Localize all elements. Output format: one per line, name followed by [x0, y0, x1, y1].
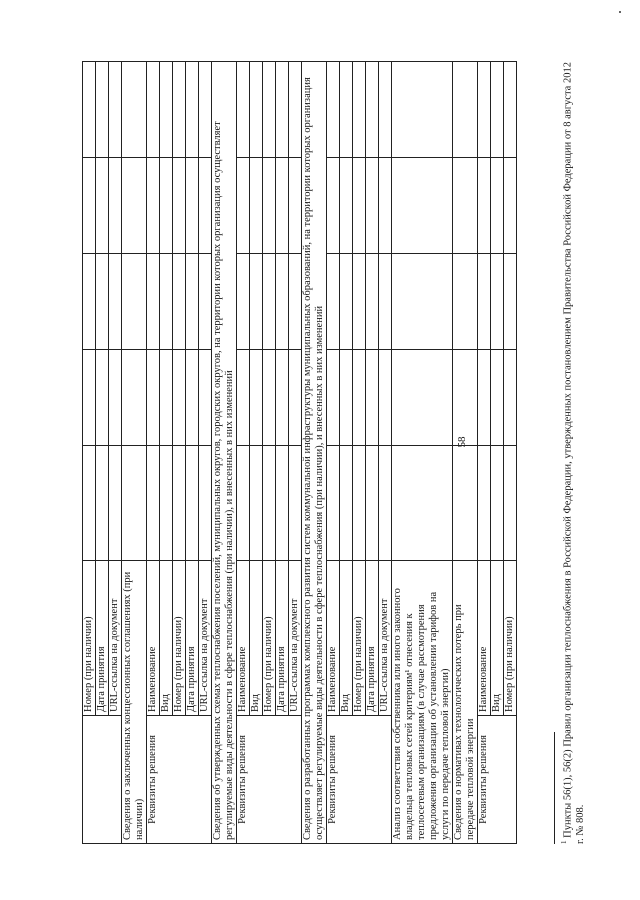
table-cell	[250, 446, 263, 561]
table-cell	[96, 350, 109, 446]
table-cell	[237, 254, 250, 350]
table-cell	[276, 254, 289, 350]
section-heading: Сведения о нормативах технологических потерь при передаче тепловой энергии	[453, 561, 478, 844]
page-number: 58	[456, 436, 468, 448]
table-cell	[392, 254, 453, 350]
table-cell	[340, 158, 353, 254]
table-cell: Вид	[250, 561, 263, 716]
table-cell	[160, 62, 173, 158]
table-cell	[186, 254, 199, 350]
table-cell	[453, 62, 478, 158]
table-cell	[122, 158, 147, 254]
scan-speck	[619, 11, 621, 13]
footnote-separator	[554, 732, 555, 844]
section-heading: Сведения об утвержденных схемах теплоснабжения поселений, муниципальных округов, городских округов, на территории которых организация осуществляет регулируемые виды деятельности в сфере теплоснабжения (при наличии), и внесенных в них изменений	[212, 62, 237, 844]
table-cell	[263, 446, 276, 561]
table-cell: Реквизиты решения	[327, 716, 392, 844]
table-cell: URL-ссылка на документ	[199, 561, 212, 716]
table-cell	[366, 254, 379, 350]
data-table	[82, 61, 517, 844]
table-cell	[96, 254, 109, 350]
table-cell	[263, 254, 276, 350]
table-cell	[353, 254, 366, 350]
table-cell: Дата принятия	[276, 561, 289, 716]
table-row	[147, 62, 160, 844]
table-cell: Номер (при наличии)	[263, 561, 276, 716]
table-cell	[478, 350, 491, 446]
table-cell	[199, 158, 212, 254]
table-cell	[147, 446, 160, 561]
table-cell	[147, 254, 160, 350]
table-cell	[147, 350, 160, 446]
table-cell	[504, 446, 517, 561]
table-cell	[453, 158, 478, 254]
table-cell	[276, 350, 289, 446]
table-cell: Наименование	[147, 561, 160, 716]
table-cell	[392, 350, 453, 446]
table-row	[302, 62, 327, 844]
table-cell: Реквизиты решения	[478, 716, 517, 844]
table-row	[237, 62, 250, 844]
table-cell	[289, 62, 302, 158]
table-cell: Дата принятия	[96, 561, 109, 716]
table-cell	[160, 254, 173, 350]
table-cell	[199, 446, 212, 561]
table-cell	[504, 158, 517, 254]
table-cell: Наименование	[327, 561, 340, 716]
table-cell	[83, 254, 96, 350]
table-cell	[109, 254, 122, 350]
table-row	[392, 62, 453, 844]
table-cell	[250, 254, 263, 350]
table-cell	[289, 350, 302, 446]
table-cell	[96, 158, 109, 254]
table-cell	[340, 446, 353, 561]
table-cell	[453, 254, 478, 350]
table-cell	[263, 158, 276, 254]
table-cell	[186, 446, 199, 561]
table-cell	[491, 158, 504, 254]
table-cell: Вид	[491, 561, 504, 716]
table-cell	[327, 62, 340, 158]
table-cell	[186, 350, 199, 446]
table-cell: Вид	[160, 561, 173, 716]
table-cell	[122, 350, 147, 446]
table-cell	[199, 62, 212, 158]
table-row	[212, 62, 237, 844]
table-cell	[453, 446, 478, 561]
table-cell	[122, 62, 147, 158]
table-cell	[237, 350, 250, 446]
table-row	[83, 62, 96, 844]
table-cell	[327, 446, 340, 561]
table-cell	[199, 254, 212, 350]
table-cell	[276, 158, 289, 254]
table-cell: URL-ссылка на документ	[379, 561, 392, 716]
table-cell	[83, 62, 96, 158]
table-cell: Дата принятия	[186, 561, 199, 716]
table-row	[122, 62, 147, 844]
table-cell	[379, 158, 392, 254]
table-cell	[250, 158, 263, 254]
table-cell	[353, 350, 366, 446]
footnote-marker: 1	[560, 840, 568, 844]
table-cell	[491, 350, 504, 446]
table-cell	[478, 158, 491, 254]
table-cell	[327, 158, 340, 254]
table-cell	[379, 254, 392, 350]
table-cell: URL-ссылка на документ	[289, 561, 302, 716]
table-cell: Номер (при наличии)	[504, 561, 517, 716]
table-cell	[109, 350, 122, 446]
table-cell: Наименование	[237, 561, 250, 716]
table-cell	[237, 158, 250, 254]
table-cell	[173, 350, 186, 446]
table-cell	[327, 254, 340, 350]
table-cell	[263, 350, 276, 446]
table-cell	[173, 158, 186, 254]
table-cell	[237, 62, 250, 158]
table-cell	[276, 446, 289, 561]
section-heading: Сведения о заключенных концессионных соглашениях (при наличии)	[122, 561, 147, 844]
table-cell	[491, 62, 504, 158]
table-cell	[173, 446, 186, 561]
table-cell	[504, 350, 517, 446]
table-cell	[186, 62, 199, 158]
table-cell: Вид	[340, 561, 353, 716]
table-cell	[237, 446, 250, 561]
table-cell	[340, 254, 353, 350]
table-cell	[491, 446, 504, 561]
table-cell	[392, 158, 453, 254]
table-cell	[289, 446, 302, 561]
table-cell: Номер (при наличии)	[173, 561, 186, 716]
table-cell: Номер (при наличии)	[353, 561, 366, 716]
table-cell	[353, 158, 366, 254]
table-cell	[173, 62, 186, 158]
table-cell: URL-ссылка на документ	[109, 561, 122, 716]
table-cell	[353, 446, 366, 561]
table-cell	[366, 350, 379, 446]
table-cell	[96, 62, 109, 158]
table-cell	[83, 716, 122, 844]
table-cell: Дата принятия	[366, 561, 379, 716]
table-cell	[147, 158, 160, 254]
table-cell	[83, 158, 96, 254]
table-cell	[250, 350, 263, 446]
table-cell	[263, 62, 276, 158]
table-cell	[83, 446, 96, 561]
table-cell	[109, 446, 122, 561]
table-row	[453, 62, 478, 844]
table-cell	[392, 446, 453, 561]
table-cell	[340, 350, 353, 446]
table-cell	[340, 62, 353, 158]
table-cell	[366, 446, 379, 561]
table-cell	[122, 446, 147, 561]
table-cell	[160, 158, 173, 254]
table-cell	[109, 62, 122, 158]
section-heading: Анализ соответствия собственника или иного законного владельца тепловых сетей критериям¹ отнесения к теплосетевым организациям (в случае рассмотрения предложения организации об установлении тарифов на услуги по передаче тепловой энергии)	[392, 561, 453, 844]
table-cell	[327, 350, 340, 446]
table-cell	[379, 62, 392, 158]
table-cell	[289, 158, 302, 254]
table-cell	[83, 350, 96, 446]
table-cell	[478, 446, 491, 561]
table-cell	[366, 62, 379, 158]
table-cell	[122, 254, 147, 350]
table-cell	[173, 254, 186, 350]
table-cell	[504, 62, 517, 158]
table-cell	[504, 254, 517, 350]
footnote-text: Пункты 56(1), 56(2) Правил организации теплоснабжения в Российской Федерации, утвержденных постановлением Правительства Российской Федерации от 8 августа 2012 г. № 808.	[562, 61, 586, 844]
table-cell	[199, 350, 212, 446]
table-cell	[353, 62, 366, 158]
table-cell	[160, 350, 173, 446]
footnote	[558, 62, 587, 844]
table-row	[327, 62, 340, 844]
table-cell	[160, 446, 173, 561]
table-cell	[109, 158, 122, 254]
table-cell: Реквизиты решения	[237, 716, 302, 844]
table-cell: Номер (при наличии)	[83, 561, 96, 716]
table-cell	[379, 350, 392, 446]
table-cell	[478, 254, 491, 350]
table-cell	[379, 446, 392, 561]
table-cell	[276, 62, 289, 158]
rotated-page-content	[82, 61, 586, 844]
table-cell	[453, 350, 478, 446]
table-cell: Наименование	[478, 561, 491, 716]
table-cell	[96, 446, 109, 561]
table-cell	[392, 62, 453, 158]
table-cell	[366, 158, 379, 254]
section-heading: Сведения о разработанных программах комплексного развития систем коммунальной инфраструктуры муниципальных образований, на территории которых организация осуществляет регулируемые виды деятельности в сфере теплоснабжения (при наличии), и внесенных в них изменений	[302, 62, 327, 844]
table-cell	[478, 62, 491, 158]
table-row	[478, 62, 491, 844]
table-cell	[147, 62, 160, 158]
table-cell	[491, 254, 504, 350]
table-cell	[289, 254, 302, 350]
table-cell: Реквизиты решения	[147, 716, 212, 844]
table-cell	[186, 158, 199, 254]
table-cell	[250, 62, 263, 158]
